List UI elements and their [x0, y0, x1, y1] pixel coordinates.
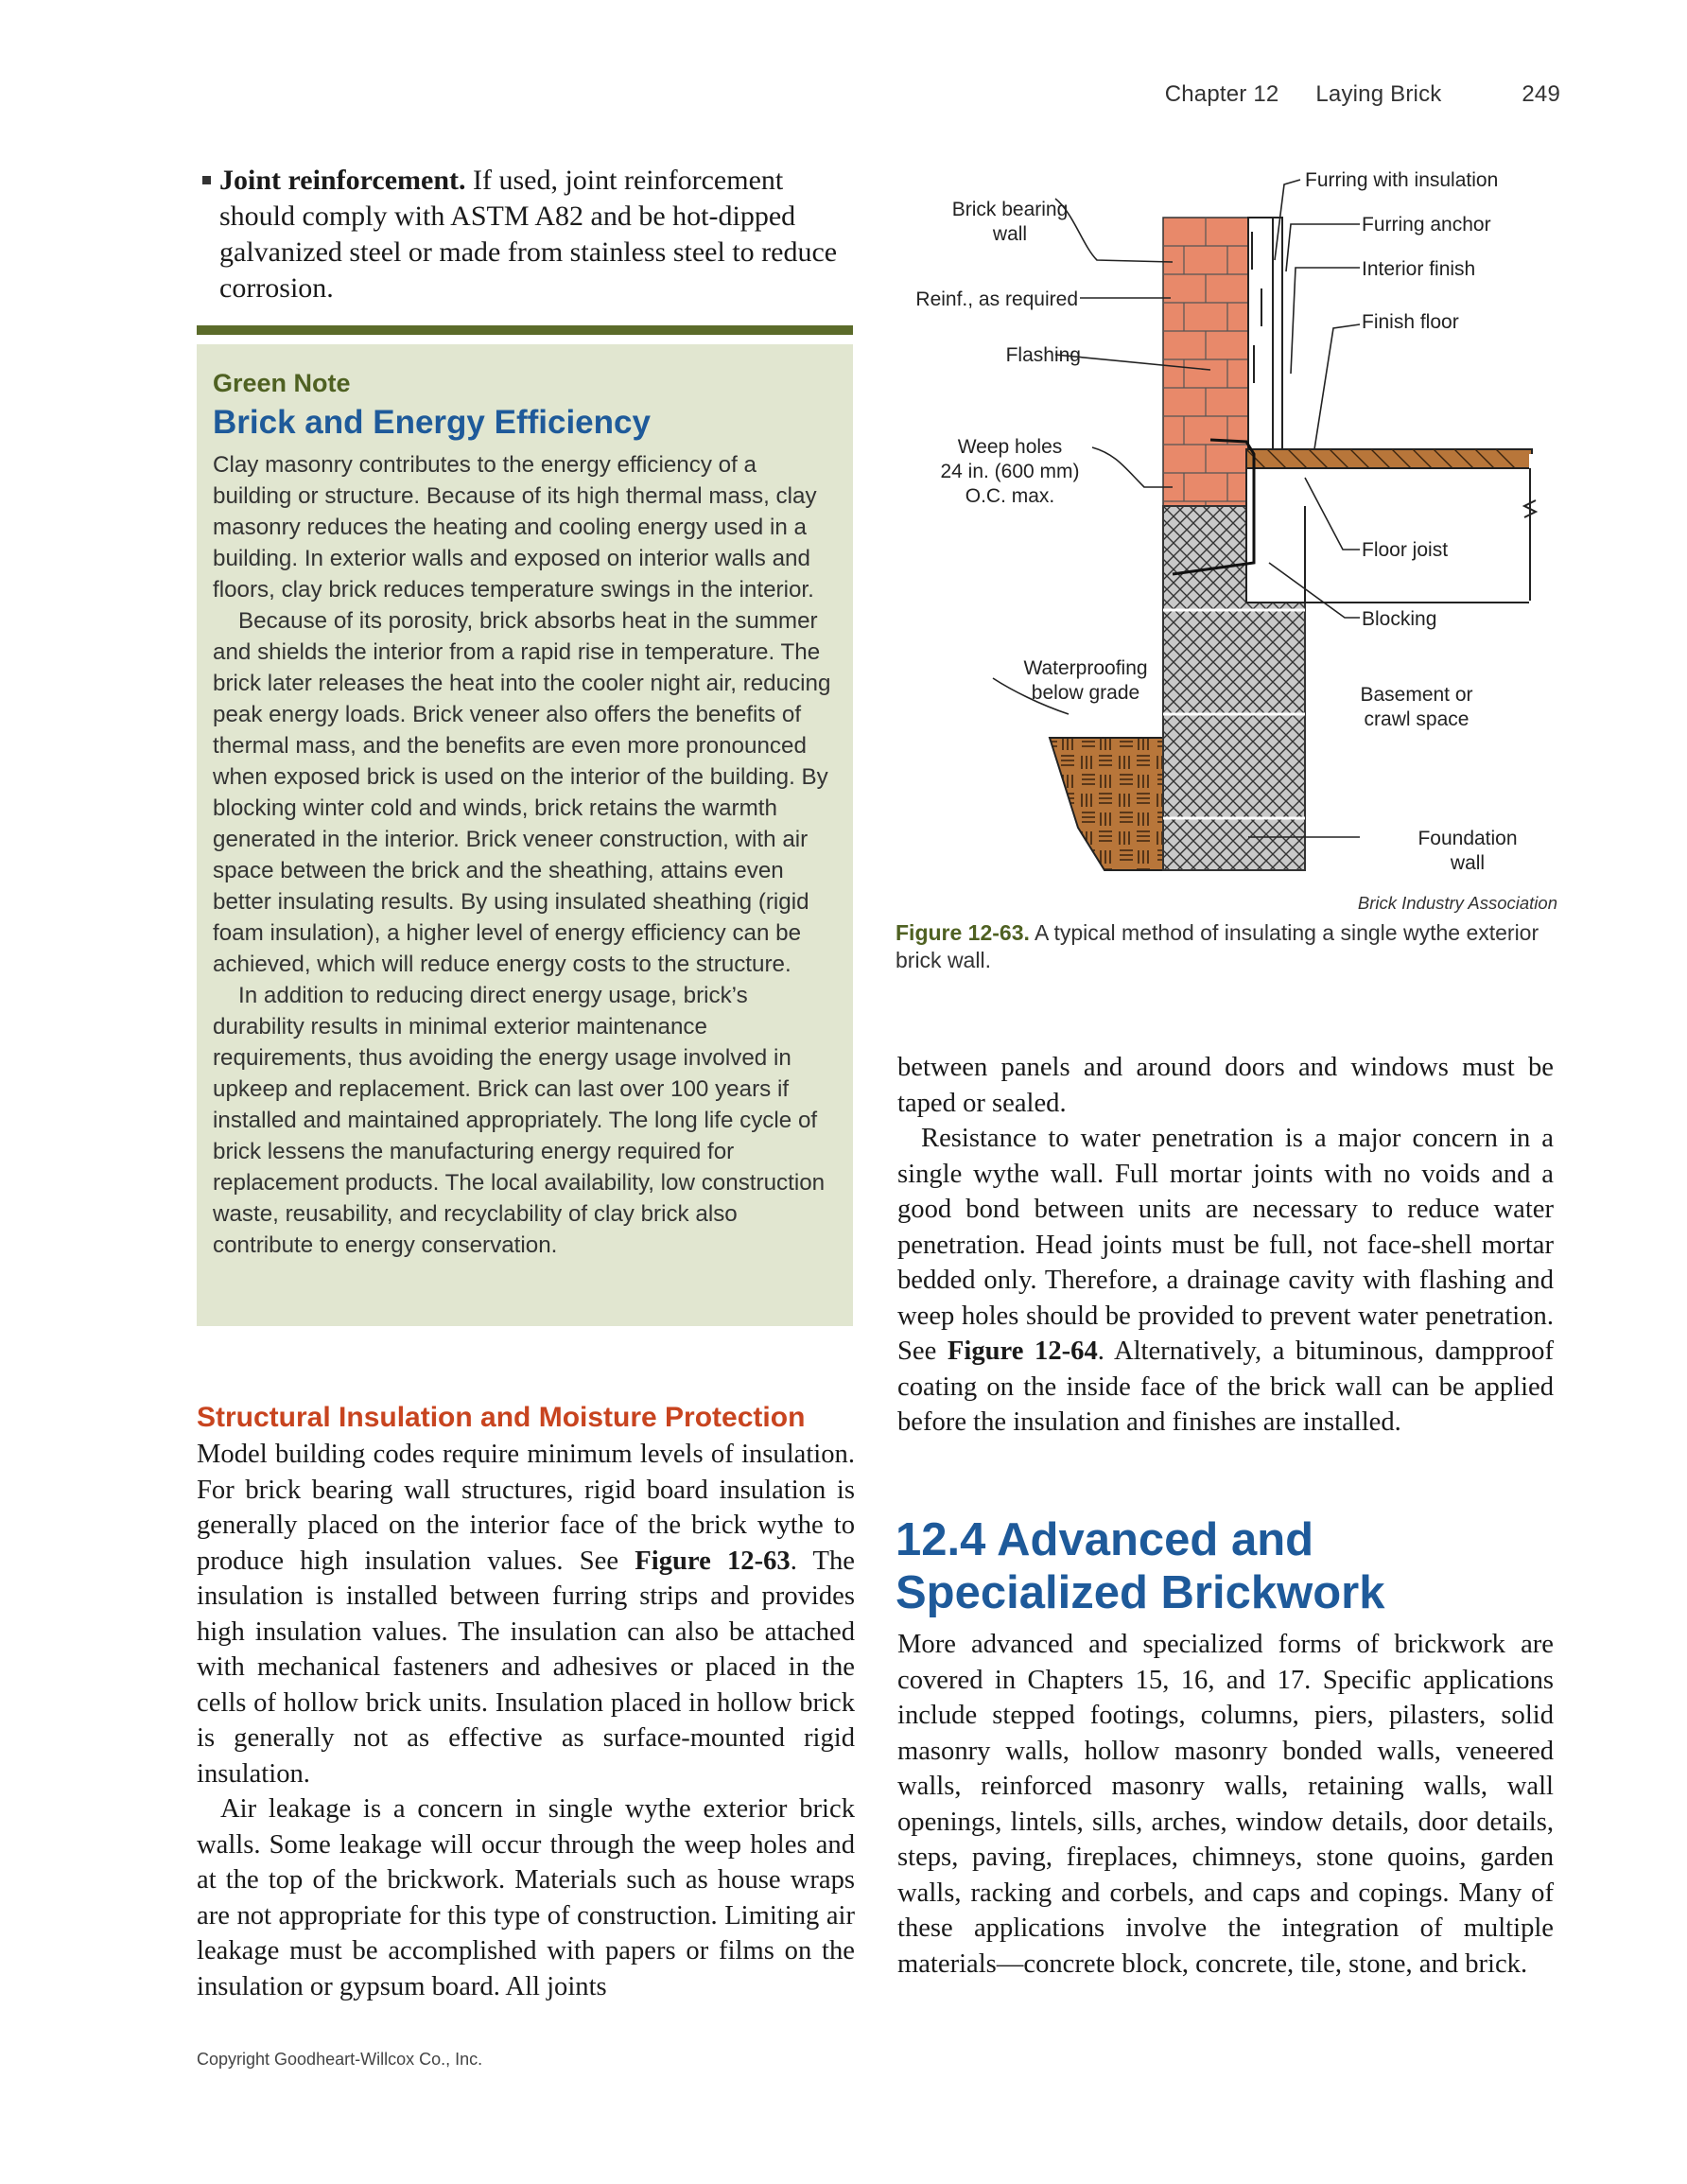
label-weep-oc: O.C. max. [965, 485, 1055, 507]
right-column-body [897, 1050, 1554, 1441]
label-furring-anchor: Furring anchor [1362, 214, 1491, 236]
figure-caption-text: A typical method of insulating a single wythe exterior brick wall. [896, 920, 1539, 972]
bullet-item [219, 163, 853, 306]
figure-caption [896, 919, 1557, 974]
label-foundation-wall: wall [1450, 852, 1486, 874]
label-brick-bearing-2: wall [992, 223, 1028, 245]
label-floor-joist: Floor joist [1362, 539, 1449, 561]
label-waterproofing: Waterproofing [1023, 657, 1148, 679]
body-paragraph: More advanced and specialized forms of brickwork are covered in Chapters 15, 16, and 17. Specific applications include stepped footings, columns, piers, pilasters, solid masonry walls, hollow masonry bonded walls, veneered walls, reinforced masonry walls, retaining walls, wall openings, lintels, sills, arches, window details, door details, steps, paving, fireplaces, chimneys, stone quoins, garden walls, racking and corbels, and caps and copings. Many of these applications involve the integration of multiple materials—concrete block, concrete, tile, stone, and brick. [897, 1630, 1554, 1979]
label-blocking: Blocking [1362, 608, 1437, 630]
wall-section-diagram [889, 166, 1570, 894]
label-crawl-space: crawl space [1364, 708, 1470, 730]
bullet-text: If used, joint reinforcement should comply with ASTM A82 and be hot-dipped galvanized steel or made from stainless steel to reduce corrosion. [219, 165, 838, 304]
label-interior-finish: Interior finish [1362, 258, 1476, 280]
green-note-body [213, 449, 834, 1261]
main-heading: 12.4 Advanced and Specialized Brickwork [896, 1514, 1385, 1618]
running-head [1165, 81, 1560, 108]
label-weep-holes: Weep holes [957, 436, 1063, 458]
bullet-lead: Joint reinforcement. [219, 165, 466, 196]
label-furring-insulation: Furring with insulation [1305, 169, 1499, 191]
left-column-body [197, 1437, 855, 2004]
section-heading: Structural Insulation and Moisture Protection [197, 1402, 806, 1433]
label-brick-bearing: Brick bearing [951, 199, 1069, 220]
label-basement: Basement or [1360, 684, 1473, 706]
chapter-title: Laying Brick [1315, 81, 1442, 107]
body-paragraph: between panels and around doors and windows must be taped or sealed. [897, 1053, 1554, 1118]
soil-fill [1050, 738, 1163, 870]
chapter-number: Chapter 12 [1164, 81, 1279, 107]
label-below-grade: below grade [1031, 682, 1140, 704]
right-column-body-2 [897, 1627, 1554, 1982]
green-note-rule [197, 325, 853, 335]
body-paragraph: Air leakage is a concern in single wythe exterior brick walls. Some leakage will occur through the weep holes and at the top of the brickwork. Materials such as house wraps are not appropriate for this type of construction. Limiting air leakage must be accomplished with papers or films on the insulation or gypsum board. All joints [197, 1794, 855, 2001]
green-note-paragraph: Because of its porosity, brick absorbs heat in the summer and shields the interior from a rapid rise in temperature. The brick later releases the heat into the cooler night air, reducing peak energy loads. Brick veneer also offers the benefits of thermal mass, and the benefits are even more pronounced when exposed brick is used on the interior of the building. By blocking winter cold and winds, brick retains the warmth generated in the interior. Brick veneer construction, with air space between the brick and the sheathing, attains even better insulating results. By using insulated sheathing (rigid foam insulation), a higher level of energy efficiency can be achieved, which will reduce energy costs to the structure. [213, 608, 831, 977]
copyright-footer: Copyright Goodheart-Willcox Co., Inc. [197, 2050, 483, 2069]
green-note-label: Green Note [213, 369, 351, 397]
brick-wall [1163, 218, 1248, 549]
body-paragraph: Resistance to water penetration is a major concern in a single wythe wall. Full mortar joints with no voids and a good bond between units are necessary to reduce water penetration. Head joints must be full, not face-shell mortar bedded only. Therefore, a drainage cavity with flashing and weep holes should be provided to prevent water penetration. See Figure 12-64. Alternatively, a bituminous, dampproof coating on the inside face of the brick wall can be applied before the insulation and finishes are installed. [897, 1124, 1554, 1437]
green-note-title: Brick and Energy Efficiency [213, 404, 651, 441]
page-number: 249 [1522, 81, 1560, 107]
label-foundation: Foundation [1417, 828, 1518, 849]
label-weep-spacing: 24 in. (600 mm) [940, 461, 1080, 482]
figure-caption-label: Figure 12-63. [896, 920, 1030, 945]
body-paragraph: Model building codes require minimum levels of insulation. For brick bearing wall structures, rigid board insulation is generally placed on the interior face of the brick wythe to produce high insulation values. See Figure 12-63. The insulation is installed between furring strips and provides high insulation values. The insulation can also be attached with mechanical fasteners and adhesives or placed in the cells of hollow brick units. Insulation placed in hollow brick is generally not as effective as surface-mounted rigid insulation. [197, 1440, 855, 1789]
finish-floor [1246, 449, 1532, 468]
floor-joist [1246, 468, 1532, 603]
figure-reference: Figure 12-64 [947, 1337, 1098, 1366]
bullet-square-icon [202, 176, 211, 184]
label-flashing: Flashing [1005, 344, 1081, 366]
green-note-paragraph: Clay masonry contributes to the energy efficiency of a building or structure. Because of its high thermal mass, clay masonry reduces the heating and cooling energy used in a building. In exterior walls and exposed on interior walls and floors, clay brick reduces temperature swings in the interior. [213, 452, 817, 603]
label-reinf: Reinf., as required [915, 288, 1078, 310]
figure-credit: Brick Industry Association [1357, 893, 1557, 913]
green-note-box [197, 344, 853, 1326]
green-note-paragraph: In addition to reducing direct energy usage, brick’s durability results in minimal exterior maintenance requirements, thus avoiding the energy usage involved in upkeep and replacement. Brick can last over 100 years if installed and maintained appropriately. The long life cycle of brick lessens the manufacturing energy required for replacement products. The local availability, low construction waste, reusability, and recyclability of clay brick also contribute to energy conservation. [213, 983, 826, 1258]
figure-reference: Figure 12-63 [635, 1546, 791, 1576]
label-finish-floor: Finish floor [1362, 311, 1459, 333]
